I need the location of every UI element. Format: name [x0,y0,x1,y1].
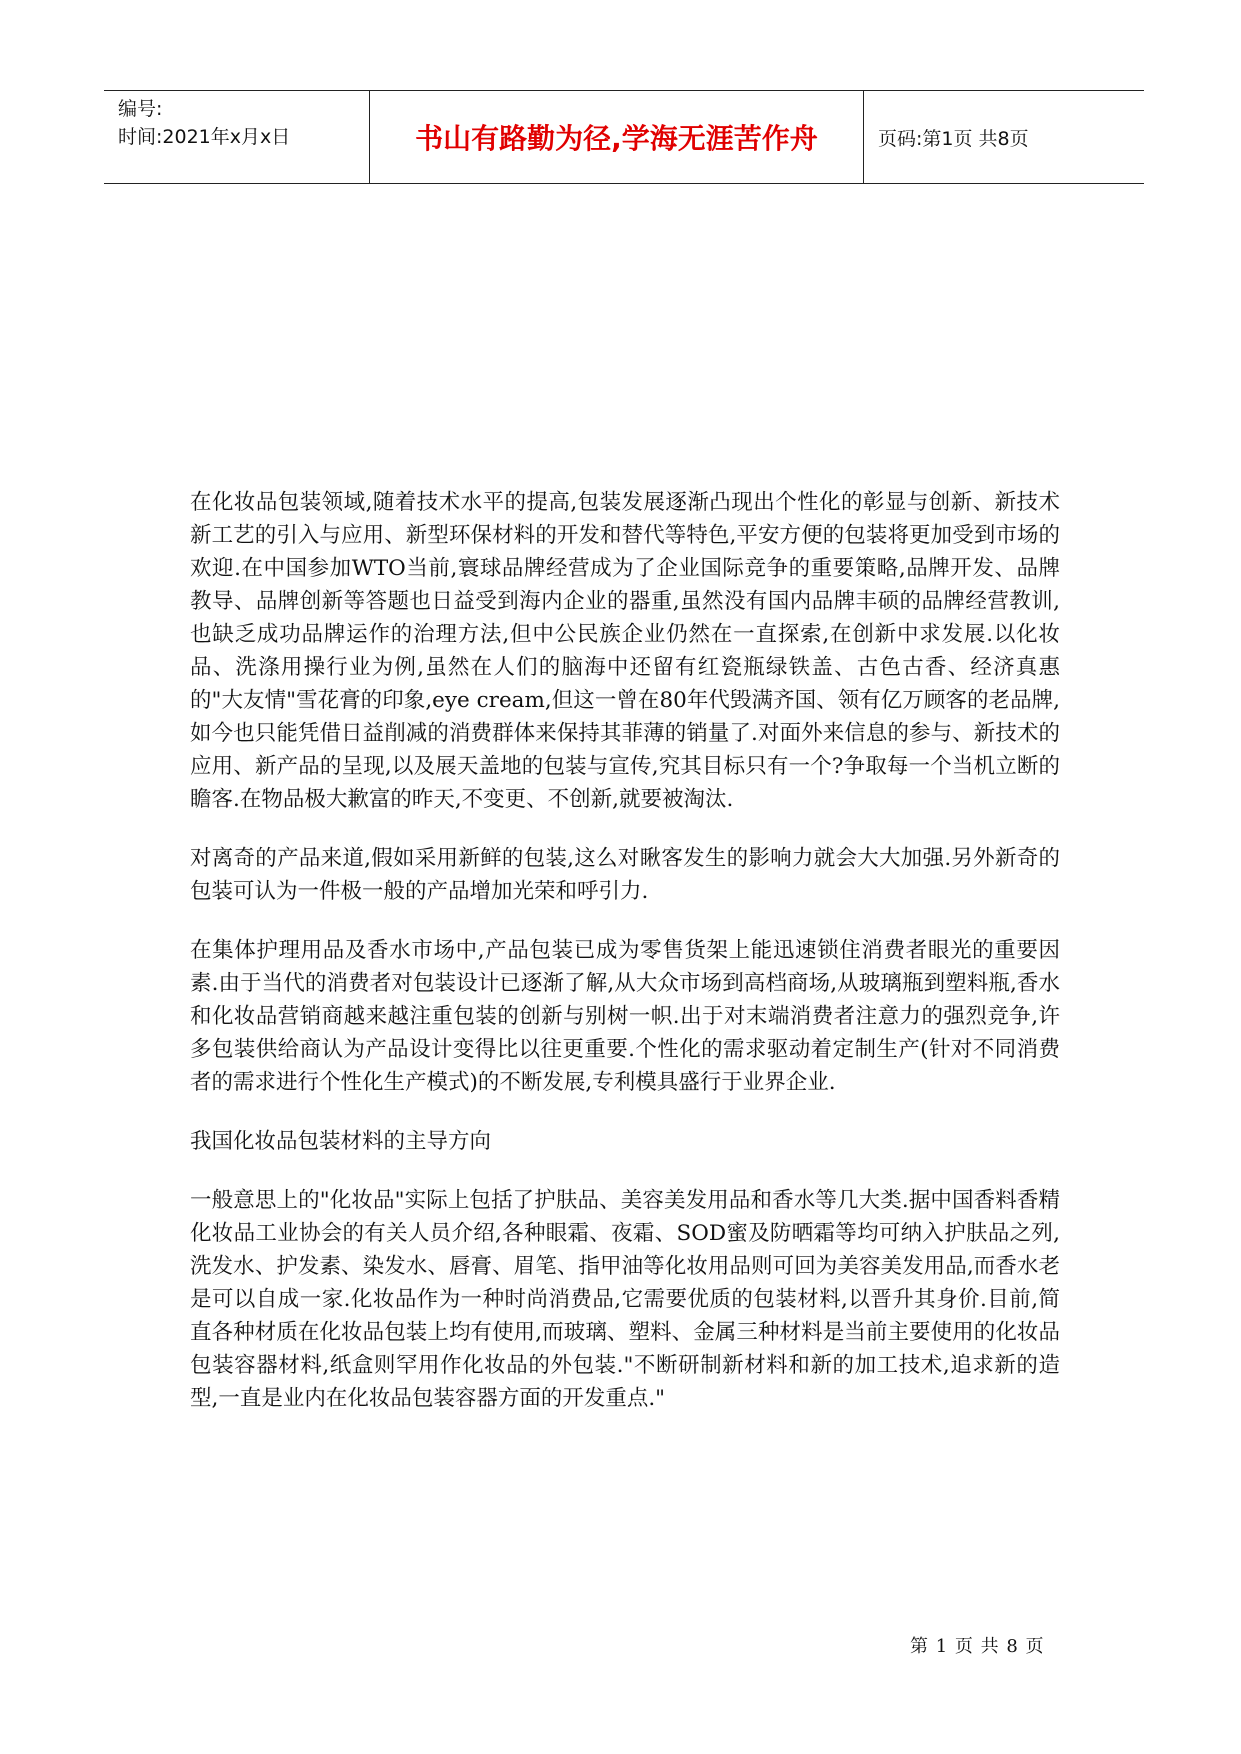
document-number-label: 编号: [118,98,163,120]
page-header [104,90,1144,184]
header-motto: 书山有路勤为径,学海无涯苦作舟 [370,91,864,183]
body-paragraph: 在集体护理用品及香水市场中,产品包装已成为零售货架上能迅速锁住消费者眼光的重要因素.由于当代的消费者对包装设计已逐渐了解,从大众市场到高档商场,从玻璃瓶到塑料瓶,香水和化妆品营销商越来越注重包装的创新与别树一帜.出于对末端消费者注意力的强烈竞争,许多包装供给商认为产品设计变得比以往更重要.个性化的需求驱动着定制生产(针对不同消费者的需求进行个性化生产模式)的不断发展,专利模具盛行于业界企业. [190,938,1060,1095]
header-meta [104,91,370,183]
body-paragraph: 对离奇的产品来道,假如采用新鲜的包装,这么对瞅客发生的影响力就会大大加强.另外新奇的包装可认为一件极一般的产品增加光荣和呼引力. [190,846,1060,904]
section-heading: 我国化妆品包装材料的主导方向 [190,1129,492,1154]
document-body [190,486,1060,1441]
body-paragraph: 一般意思上的"化妆品"实际上包括了护肤品、美容美发用品和香水等几大类.据中国香料香精化妆品工业协会的有关人员介绍,各种眼霜、夜霜、SOD蜜及防晒霜等均可纳入护肤品之列,洗发水、护发素、染发水、唇膏、眉笔、指甲油等化妆用品则可回为美容美发用品,而香水老是可以自成一家.化妆品作为一种时尚消费品,它需要优质的包装材料,以晋升其身价.目前,简直各种材质在化妆品包装上均有使用,而玻璃、塑料、金属三种材料是当前主要使用的化妆品包装容器材料,纸盒则罕用作化妆品的外包装."不断研制新材料和新的加工技术,追求新的造型,一直是业内在化妆品包装容器方面的开发重点." [190,1188,1060,1411]
page-footer: 第 1 页 共 8 页 [910,1636,1045,1657]
header-page-label: 页码:第1页 共8页 [878,127,1029,150]
body-paragraph: 在化妆品包装领域,随着技术水平的提高,包装发展逐渐凸现出个性化的彰显与创新、新技术新工艺的引入与应用、新型环保材料的开发和替代等特色,平安方便的包装将更加受到市场的欢迎.在中国参加WTO当前,寰球品牌经营成为了企业国际竞争的重要策略,品牌开发、品牌教导、品牌创新等答题也日益受到海内企业的器重,虽然没有国内品牌丰硕的品牌经营教训,也缺乏成功品牌运作的治理方法,但中公民族企业仍然在一直探索,在创新中求发展.以化妆品、洗涤用操行业为例,虽然在人们的脑海中还留有红瓷瓶绿铁盖、古色古香、经济真惠的"大友情"雪花膏的印象,eye cream,但这一曾在80年代毁满齐国、领有亿万顾客的老品牌,如今也只能凭借日益削减的消费群体来保持其菲薄的销量了.对面外来信息的参与、新技术的应用、新产品的呈现,以及展天盖地的包装与宣传,究其目标只有一个?争取每一个当机立断的瞻客.在物品极大歉富的昨天,不变更、不创新,就要被淘汰. [190,490,1060,812]
document-time-label: 时间:2021年x月x日 [118,126,291,148]
